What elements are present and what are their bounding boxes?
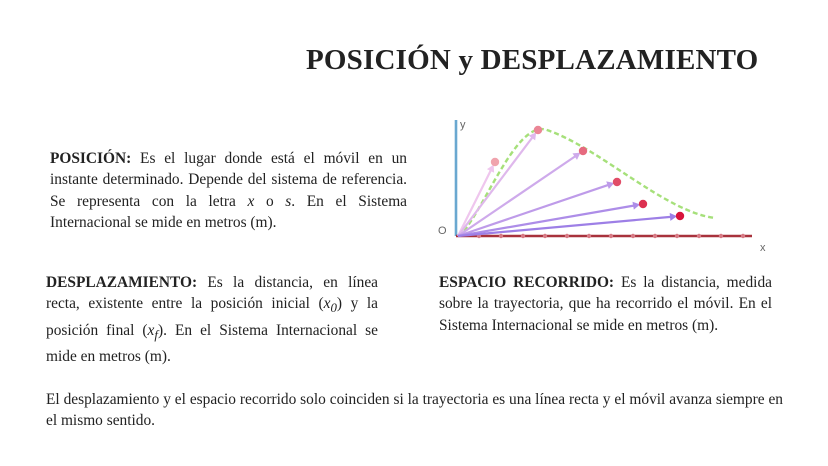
x-axis-tick xyxy=(631,234,635,238)
x-axis-tick xyxy=(521,234,525,238)
x0-var: x xyxy=(323,295,331,313)
desplazamiento-paragraph xyxy=(46,272,378,367)
espacio-text: Es la distancia, medida sobre la trayectoria, que ha recorrido el móvil. En el Sistema Internacional se mide en metros (m). xyxy=(439,274,772,334)
x-axis-tick xyxy=(587,234,591,238)
trajectory-diagram xyxy=(425,112,785,257)
espacio-term: ESPACIO RECORRIDO: xyxy=(439,274,615,291)
xf-var: x xyxy=(147,321,155,339)
posicion-paragraph xyxy=(50,148,407,233)
espacio-recorrido-paragraph xyxy=(439,272,772,336)
x0-subscript: 0 xyxy=(330,301,337,316)
x-axis-tick xyxy=(675,234,679,238)
posicion-text-2: . En el Sistema Internacional se mide en metros (m). xyxy=(50,192,407,231)
x-axis-tick xyxy=(543,234,547,238)
position-vector xyxy=(458,155,576,236)
y-axis-label: y xyxy=(460,119,466,131)
x-axis-tick xyxy=(609,234,613,238)
desplazamiento-text-1: Es la distancia, en línea recta, existente entre la posición inicial ( xyxy=(46,274,378,313)
position-point xyxy=(491,158,499,166)
position-vector xyxy=(458,136,533,236)
posicion-var-x: x xyxy=(247,192,255,210)
origin-label: O xyxy=(438,225,447,237)
position-vector-arrowhead xyxy=(632,202,640,210)
position-point xyxy=(579,147,587,155)
position-point xyxy=(613,178,621,186)
conclusion-paragraph: El desplazamiento y el espacio recorrido solo coinciden si la trayectoria es una línea recta y el móvil avanza siempre en el mismo sentido. xyxy=(46,391,783,430)
x-axis-tick xyxy=(565,234,569,238)
position-point xyxy=(534,126,542,134)
page-title: POSICIÓN y DESPLAZAMIENTO xyxy=(306,44,759,76)
trajectory-curve xyxy=(458,129,715,236)
position-point xyxy=(639,200,647,208)
posicion-text-1: Es el lugar donde está el móvil en un instante determinado. Depende del sistema de referencia. Se representa con la letra xyxy=(50,150,407,210)
posicion-conj: o xyxy=(254,192,286,210)
x-axis-tick xyxy=(719,234,723,238)
desplazamiento-text-2: ) y la posición final ( xyxy=(46,295,379,339)
x-axis-tick xyxy=(653,234,657,238)
x-axis-tick xyxy=(499,234,503,238)
position-point xyxy=(676,212,684,220)
posicion-var-s: s xyxy=(285,192,292,210)
desplazamiento-term: DESPLAZAMIENTO: xyxy=(46,274,198,291)
position-vector xyxy=(458,205,635,236)
posicion-term: POSICIÓN: xyxy=(50,150,132,167)
desplazamiento-text-3: ). En el Sistema Internacional se mide en metros (m). xyxy=(46,321,378,366)
x-axis-tick xyxy=(741,234,745,238)
x-axis-tick xyxy=(697,234,701,238)
x-axis-label: x xyxy=(760,242,766,254)
position-vector xyxy=(458,217,672,236)
xf-subscript: f xyxy=(154,327,158,342)
